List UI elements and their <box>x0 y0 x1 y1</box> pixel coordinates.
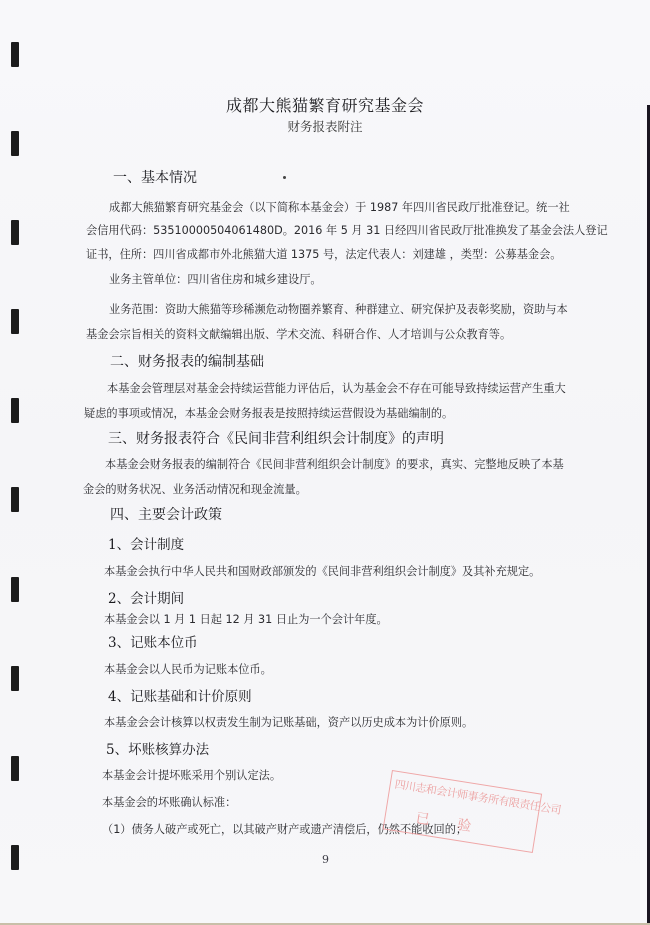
paragraph-line: 基金会宗旨相关的资料文献编辑出版、学术交流、科研合作、人才培训与公众教育等。 <box>86 328 512 341</box>
binding-mark <box>11 398 19 423</box>
paragraph-line: 本基金会以人民币为记账本位币。 <box>104 663 272 676</box>
binding-mark <box>11 577 19 602</box>
stamp-firm-name: 四川志和会计师事务所有限责任公司 <box>393 777 562 817</box>
paragraph-line: 成都大熊猫繁育研究基金会（以下简称本基金会）于 1987 年四川省民政厅批准登记。统一社 <box>109 201 570 214</box>
subsection-heading-bad-debt-method: 5、坏账核算办法 <box>106 742 210 758</box>
paragraph-line: 本基金会会计核算以权责发生制为记账基础，资产以历史成本为计价原则。 <box>104 716 474 729</box>
page-number: 9 <box>322 853 329 866</box>
paragraph-line: 本基金会计提坏账采用个别认定法。 <box>102 769 282 782</box>
binding-mark <box>11 309 19 334</box>
paragraph-line: 本基金会执行中华人民共和国财政部颁发的《民间非营利组织会计制度》及其补充规定。 <box>104 565 541 578</box>
paragraph-line: 业务范围：资助大熊猫等珍稀濒危动物圈养繁育、种群建立、研究保护及表彰奖励，资助与本 <box>109 303 568 316</box>
paragraph-line: （1）债务人破产或死亡，以其破产财产或遗产清偿后，仍然不能收回的； <box>102 823 468 836</box>
paragraph-line: 本基金会的坏账确认标准： <box>102 796 237 809</box>
binding-mark <box>11 756 19 781</box>
section-heading-accounting-policies: 四、主要会计政策 <box>110 507 222 523</box>
binding-mark <box>11 42 19 67</box>
subsection-heading-functional-currency: 3、记账本位币 <box>108 635 198 651</box>
binding-mark <box>11 487 19 512</box>
scan-speck <box>283 176 286 179</box>
section-heading-basis-of-preparation: 二、财务报表的编制基础 <box>110 354 264 370</box>
binding-mark <box>11 220 19 245</box>
paragraph-line: 本基金会以 1 月 1 日起 12 月 31 日止为一个会计年度。 <box>104 613 388 626</box>
paragraph-line: 会信用代码：53510000504061480D。2016 年 5 月 31 日经四川省民政厅批准换发了基金会法人登记 <box>86 224 608 237</box>
binding-mark <box>11 845 19 870</box>
subsection-heading-recording-basis: 4、记账基础和计价原则 <box>108 689 252 705</box>
paragraph-line: 疑虑的事项或情况，本基金会财务报表是按照持续运营假设为基础编制的。 <box>84 407 454 420</box>
document-title: 成都大熊猫繁育研究基金会 <box>225 96 424 115</box>
document-subtitle: 财务报表附注 <box>287 119 363 134</box>
subsection-heading-accounting-system: 1、会计制度 <box>108 537 185 553</box>
paragraph-line: 金会的财务状况、业务活动情况和现金流量。 <box>83 483 307 496</box>
paragraph-line: 本基金会管理层对基金会持续运营能力评估后，认为基金会不存在可能导致持续运营产生重大 <box>107 382 566 395</box>
section-heading-basic-info: 一、基本情况 <box>113 170 197 186</box>
binding-mark <box>11 666 19 691</box>
paragraph-line: 本基金会财务报表的编制符合《民间非营利组织会计制度》的要求，真实、完整地反映了本基 <box>105 458 564 471</box>
auditor-stamp <box>383 770 562 853</box>
stamp-verified-mark: 已验 <box>414 810 500 840</box>
section-heading-compliance-statement: 三、财务报表符合《民间非营利组织会计制度》的声明 <box>108 431 444 447</box>
subsection-heading-accounting-period: 2、会计期间 <box>108 591 185 607</box>
paragraph-line: 业务主管单位：四川省住房和城乡建设厅。 <box>109 273 322 286</box>
paragraph-line: 证书，住所：四川省成都市外北熊猫大道 1375 号，法定代表人：刘建雄 ，类型：公募基金会。 <box>86 248 562 261</box>
